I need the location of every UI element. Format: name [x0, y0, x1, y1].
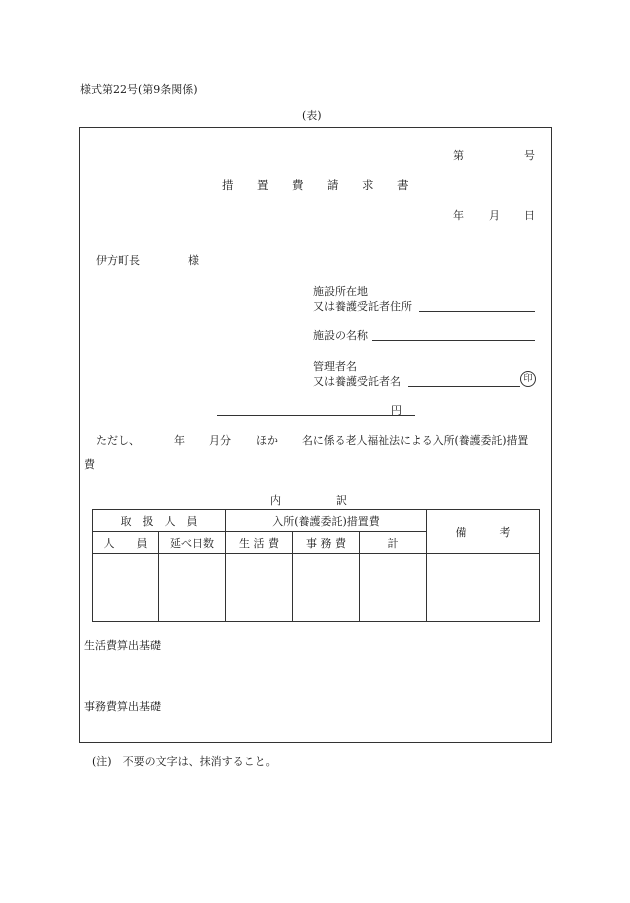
- cell-office-expenses: [293, 554, 360, 622]
- number-go: 号: [524, 149, 535, 162]
- column-living-expenses: 生 活 費: [226, 532, 293, 554]
- addressee-honorific: 様: [188, 254, 199, 267]
- body-text-line2: 費: [84, 458, 95, 471]
- date-year: 年: [453, 209, 464, 222]
- header-admission-expenses: 入所(養護委託)措置費: [226, 510, 427, 532]
- body-text-hoka: ほか: [256, 434, 278, 447]
- body-text-month: 月分: [209, 434, 231, 447]
- seal-mark: 印: [520, 371, 536, 387]
- header-remarks: 備 考: [427, 510, 540, 554]
- applicant-address-label-1: 施設所在地: [313, 285, 368, 298]
- amount-unit: 円: [391, 404, 402, 417]
- facility-name-label: 施設の名称: [313, 329, 368, 342]
- facility-name-underline: [372, 340, 535, 341]
- date-month: 月: [489, 209, 500, 222]
- body-text-year: 年: [174, 434, 185, 447]
- manager-label-2: 又は養護受託者名: [313, 375, 401, 388]
- number-dai: 第: [453, 149, 464, 162]
- header-handling-personnel: 取 扱 人 員: [93, 510, 226, 532]
- cell-remarks: [427, 554, 540, 622]
- cell-personnel: [93, 554, 159, 622]
- details-table: [92, 509, 540, 622]
- body-text-main: 名に係る老人福祉法による入所(養護委託)措置: [302, 434, 529, 447]
- footnote: (注) 不要の文字は、抹消すること。: [92, 755, 277, 768]
- applicant-address-label-2: 又は養護受託者住所: [313, 300, 412, 313]
- document-title: 措 置 費 請 求 書: [222, 178, 415, 192]
- column-office-expenses: 事 務 費: [293, 532, 360, 554]
- column-total: 計: [360, 532, 427, 554]
- office-expense-basis-label: 事務費算出基礎: [84, 700, 161, 713]
- amount-underline: [217, 415, 415, 416]
- details-heading: 内 訳: [270, 494, 347, 507]
- cell-total-days: [159, 554, 226, 622]
- living-expense-basis-label: 生活費算出基礎: [84, 639, 161, 652]
- addressee-name: 伊方町長: [96, 254, 140, 267]
- manager-underline: [408, 386, 520, 387]
- form-number-label: 様式第22号(第9条関係): [80, 83, 198, 96]
- manager-label-1: 管理者名: [313, 360, 357, 373]
- cell-living-expenses: [226, 554, 293, 622]
- applicant-address-underline: [419, 311, 535, 312]
- front-side-label: (表): [302, 109, 322, 122]
- column-total-days: 延べ日数: [159, 532, 226, 554]
- date-day: 日: [524, 209, 535, 222]
- body-text-tadashi: ただし、: [96, 434, 140, 447]
- cell-total: [360, 554, 427, 622]
- column-personnel: 人 員: [93, 532, 159, 554]
